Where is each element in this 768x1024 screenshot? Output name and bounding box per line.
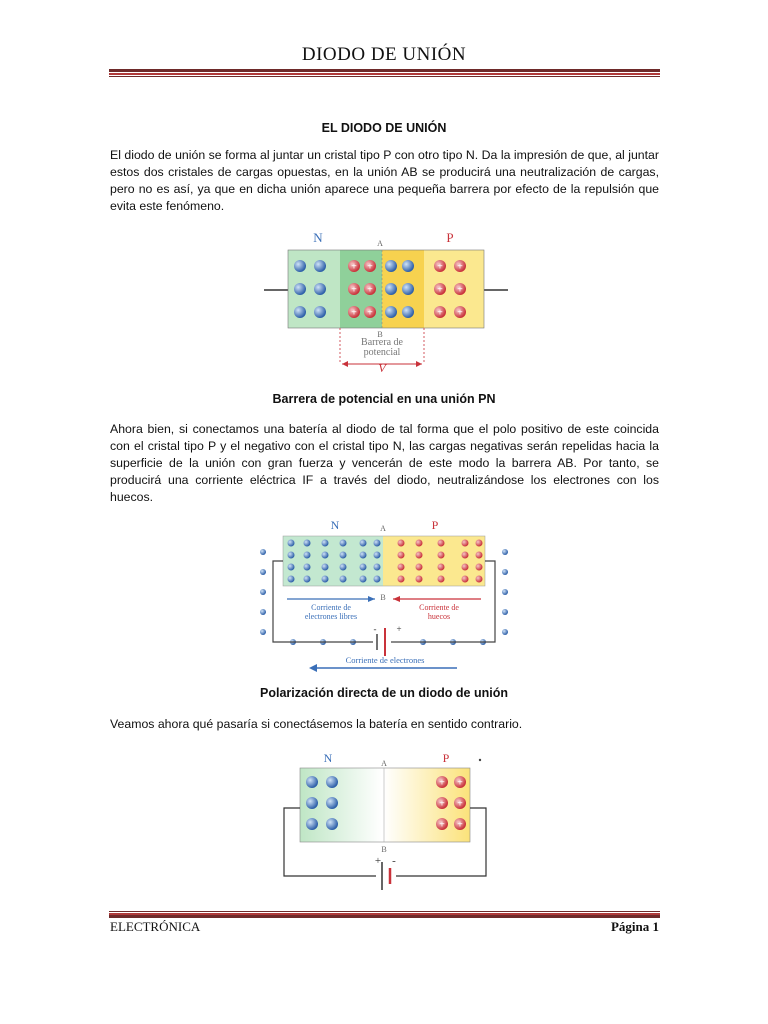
label-b: B xyxy=(377,330,383,339)
svg-text:+: + xyxy=(457,261,463,273)
svg-text:+: + xyxy=(437,261,443,273)
label-v: V xyxy=(378,361,386,375)
footer-rule xyxy=(109,910,660,918)
barrier-label-line2: potencial xyxy=(363,347,401,358)
label-a: A xyxy=(377,239,383,248)
figure-caption-forward-bias: Polarización directa de un diodo de unión xyxy=(260,686,508,700)
footer-page-number: Página 1 xyxy=(610,919,659,934)
figure-caption-barrier: Barrera de potencial en una unión PN xyxy=(272,392,496,406)
svg-text:+: + xyxy=(439,819,445,831)
svg-text:+: + xyxy=(439,777,445,789)
label-p: P xyxy=(431,518,439,532)
paragraph-intro: El diodo de unión se forma al juntar un cristal tipo P con otro tipo N. Da la impresión de que, al juntar estos dos cristales de cargas opuestas, en la unión AB se producirá una neutralización de cargas, pero no es así, ya que en dicha unión aparece una pequeña barrera por efecto de la repulsión que evita este fenómeno. xyxy=(110,148,659,213)
svg-text:+: + xyxy=(437,284,443,296)
svg-text:+: + xyxy=(457,777,463,789)
free-electron-current-line1: Corriente de xyxy=(311,603,351,612)
label-n: N xyxy=(313,230,323,245)
svg-text:+: + xyxy=(457,819,463,831)
battery-minus: - xyxy=(392,855,396,867)
hole-current-line2: huecos xyxy=(427,612,451,621)
svg-text:+: + xyxy=(439,798,445,810)
svg-text:+: + xyxy=(457,798,463,810)
footer-subject: ELECTRÓNICA xyxy=(110,919,201,934)
svg-text:+: + xyxy=(457,307,463,319)
svg-text:+: + xyxy=(367,261,373,273)
svg-text:+: + xyxy=(367,284,373,296)
svg-text:+: + xyxy=(351,284,357,296)
header-rule xyxy=(109,69,660,77)
svg-text:+: + xyxy=(351,261,357,273)
label-n: N xyxy=(330,518,340,532)
figure-barrier-potential xyxy=(262,224,510,376)
electron-current-label: Corriente de electrones xyxy=(345,655,425,665)
label-p: P xyxy=(446,230,454,245)
paragraph-reverse-bias: Veamos ahora qué pasaría si conectásemos la batería en sentido contrario. xyxy=(110,717,523,731)
label-p: P xyxy=(442,751,450,765)
svg-text:+: + xyxy=(351,307,357,319)
label-b: B xyxy=(380,593,386,602)
label-b: B xyxy=(381,845,387,854)
label-a: A xyxy=(381,759,387,768)
battery-minus: - xyxy=(373,624,377,634)
battery-plus: + xyxy=(396,624,402,634)
svg-text:+: + xyxy=(457,284,463,296)
hole-current-line1: Corriente de xyxy=(419,603,459,612)
section-title: EL DIODO DE UNIÓN xyxy=(321,121,447,135)
svg-text:+: + xyxy=(367,307,373,319)
label-n: N xyxy=(323,751,333,765)
paragraph-forward-bias: Ahora bien, si conectamos una batería al diodo de tal forma que el polo positivo de este coincida con el cristal tipo P y el negativo con el cristal tipo N, las cargas negativas serán repelidas hacia la superficie de la unión con gran fuerza y vencerán de este modo la barrera AB. Por tanto, se producirá una corriente eléctrica IF a través del diodo, neutralizándose los electrones con los huecos. xyxy=(110,422,659,504)
figure-reverse-bias xyxy=(272,748,496,892)
svg-text:+: + xyxy=(437,307,443,319)
barrier-label-line1: Barrera de xyxy=(361,337,403,348)
label-a: A xyxy=(380,524,386,533)
battery-plus: + xyxy=(374,855,382,867)
free-electron-current-line2: electrones libres xyxy=(304,612,358,621)
page-header-title: DIODO DE UNIÓN xyxy=(301,44,467,65)
figure-forward-bias xyxy=(253,516,515,674)
